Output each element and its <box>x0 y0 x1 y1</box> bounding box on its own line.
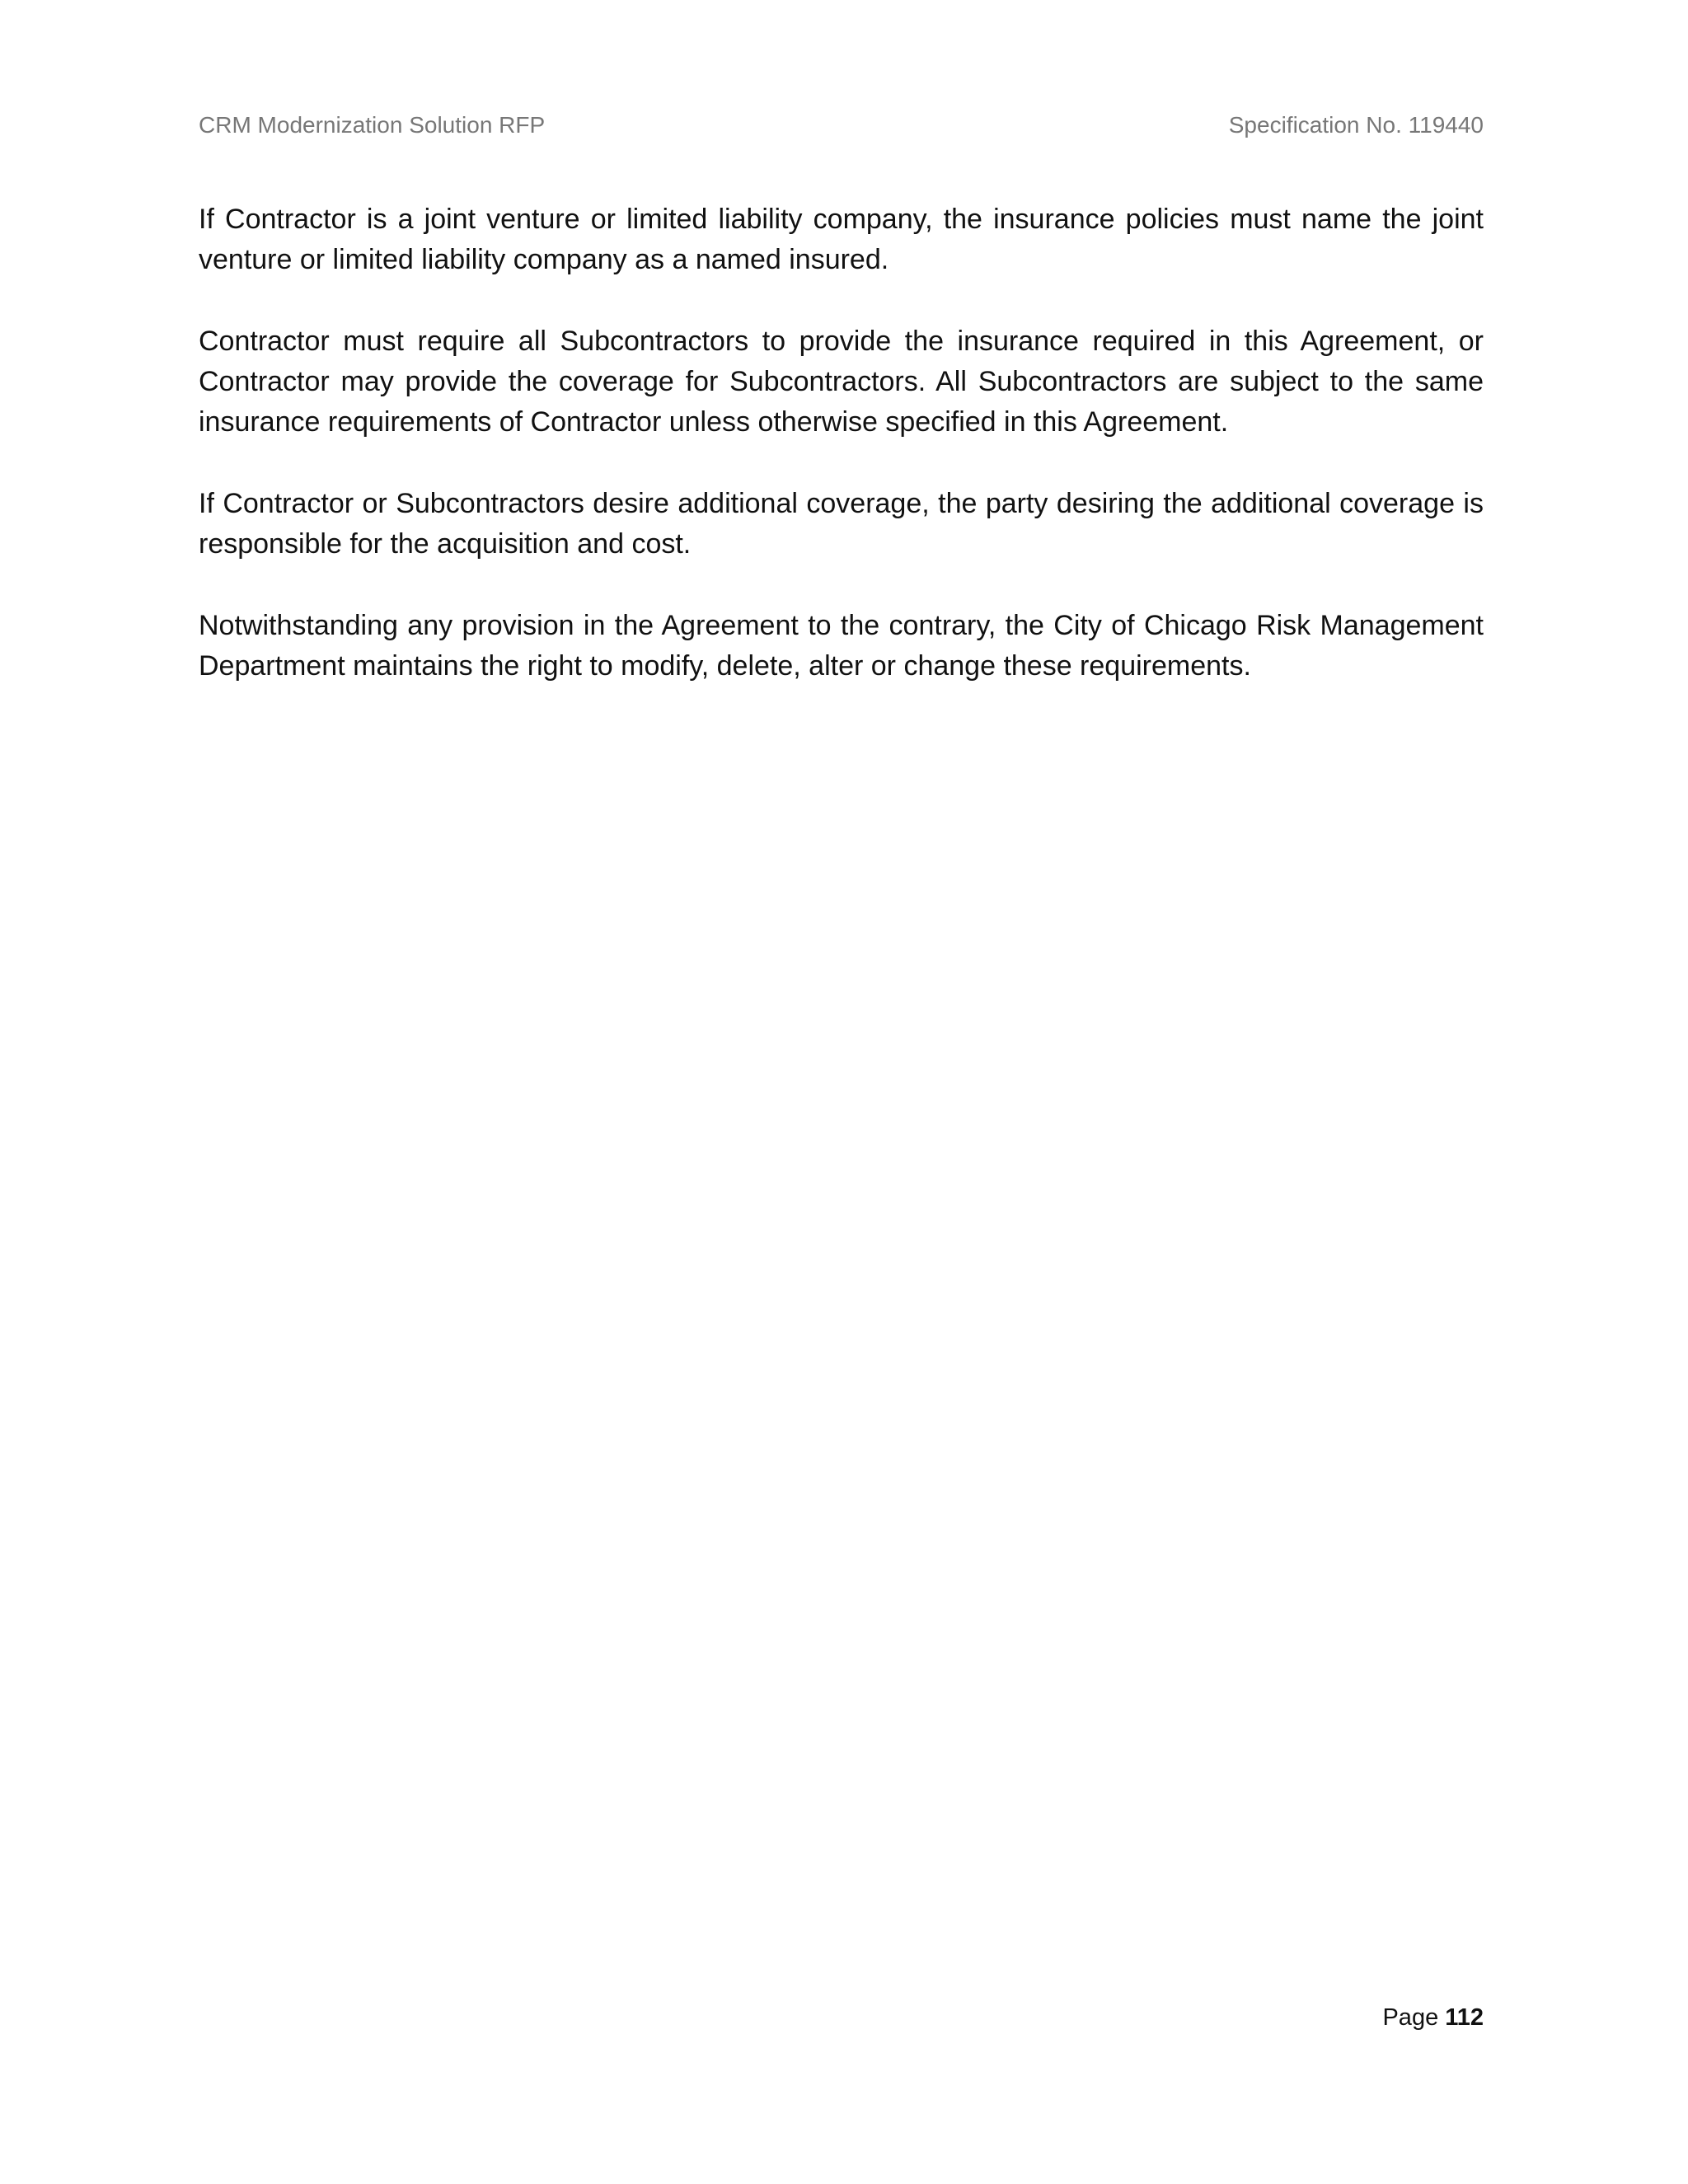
document-body <box>199 199 1484 728</box>
header-specification-number: Specification No. 119440 <box>1228 112 1484 138</box>
page-footer <box>1382 2004 1484 2032</box>
page-label: Page <box>1382 2004 1439 2031</box>
paragraph-subcontractors: Contractor must require all Subcontractors to provide the insurance required in this Agreement, or Contractor may provide the coverage for Subcontractors. All Subcontractors are subject to the same insurance requirements of Contractor unless otherwise specified in this Agreement. <box>199 326 1484 438</box>
page-number: 112 <box>1445 2004 1484 2031</box>
paragraph-additional-coverage: If Contractor or Subcontractors desire additional coverage, the party desiring the additional coverage is responsible for the acquisition and cost. <box>199 488 1484 560</box>
header-document-title: CRM Modernization Solution RFP <box>199 112 546 138</box>
paragraph-risk-management: Notwithstanding any provision in the Agreement to the contrary, the City of Chicago Risk Management Department maintains the right to modify, delete, alter or change these requirements. <box>199 610 1484 682</box>
paragraph-joint-venture: If Contractor is a joint venture or limited liability company, the insurance policies must name the joint venture or limited liability company as a named insured. <box>199 204 1484 275</box>
page-header <box>199 109 1484 142</box>
